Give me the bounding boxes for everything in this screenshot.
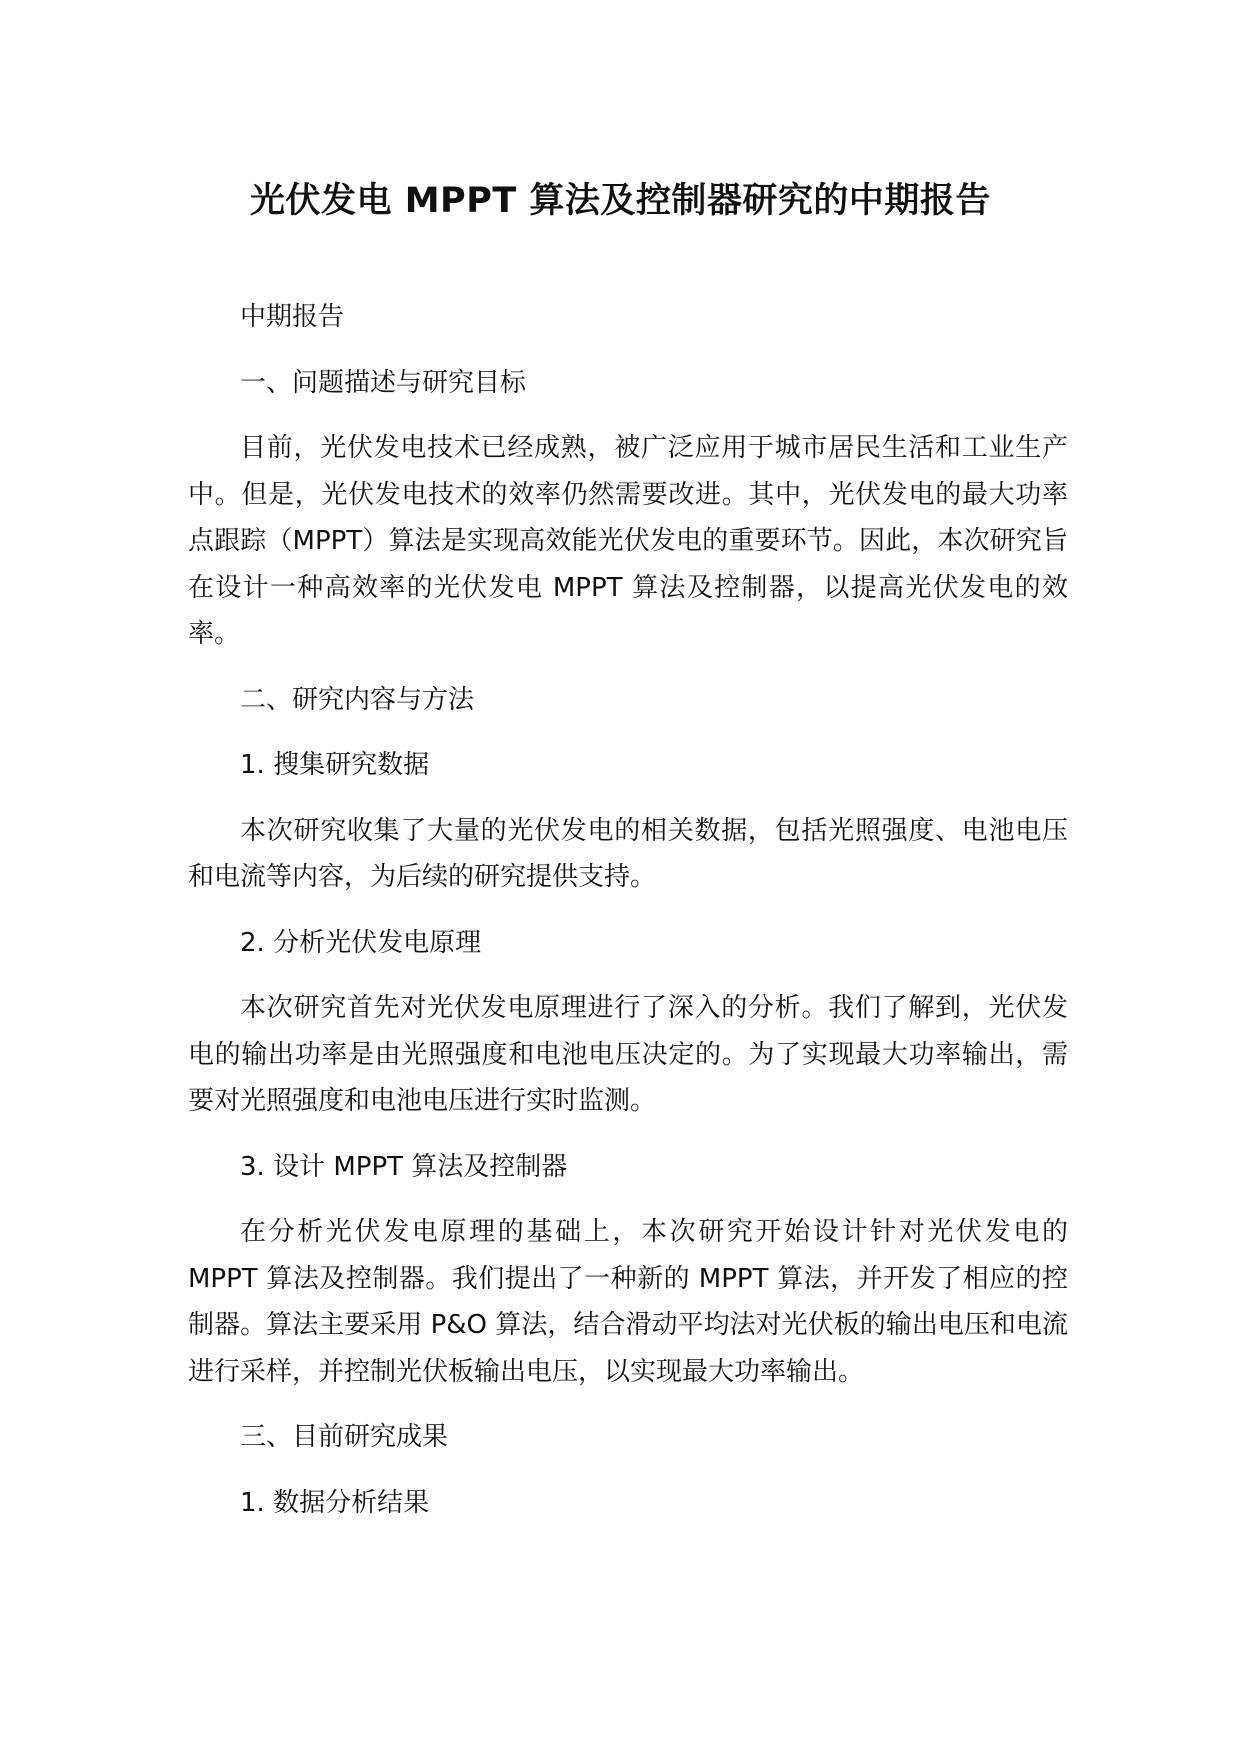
section-heading-1: 一、问题描述与研究目标 — [240, 367, 527, 398]
subtitle-midterm-report: 中期报告 — [240, 302, 345, 332]
subsection-heading-principle-analysis: 2. 分析光伏发电原理 — [240, 927, 482, 958]
paragraph-algorithm-design: 在分析光伏发电原理的基础上，本次研究开始设计针对光伏发电的 MPPT 算法及控制器。我们提出了一种新的 MPPT 算法，并开发了相应的控制器。算法主要采用 P&O 算法，结合滑动平均法对光伏板的输出电压和电流进行采样，并控制光伏板输出电压，以实现最大功率输出。 — [188, 1217, 1068, 1387]
section-heading-2: 二、研究内容与方法 — [240, 684, 475, 715]
document-body — [188, 294, 1068, 1545]
document-title: 光伏发电 MPPT 算法及控制器研究的中期报告 — [250, 181, 991, 221]
section-heading-3: 三、目前研究成果 — [240, 1422, 449, 1452]
paragraph-principle-analysis: 本次研究首先对光伏发电原理进行了深入的分析。我们了解到，光伏发电的输出功率是由光照强度和电池电压决定的。为了实现最大功率输出，需要对光照强度和电池电压进行实时监测。 — [188, 993, 1068, 1116]
subsection-heading-algorithm-design: 3. 设计 MPPT 算法及控制器 — [240, 1151, 568, 1182]
subsection-heading-data-collection: 1. 搜集研究数据 — [240, 750, 430, 780]
subsection-heading-data-results: 1. 数据分析结果 — [240, 1487, 430, 1518]
paragraph-data-collection: 本次研究收集了大量的光伏发电的相关数据，包括光照强度、电池电压和电流等内容，为后续的研究提供支持。 — [188, 815, 1068, 892]
paragraph-background: 目前，光伏发电技术已经成熟，被广泛应用于城市居民生活和工业生产中。但是，光伏发电技术的效率仍然需要改进。其中，光伏发电的最大功率点跟踪（MPPT）算法是实现高效能光伏发电的重要环节。因此，本次研究旨在设计一种高效率的光伏发电 MPPT 算法及控制器，以提高光伏发电的效率。 — [188, 433, 1068, 649]
